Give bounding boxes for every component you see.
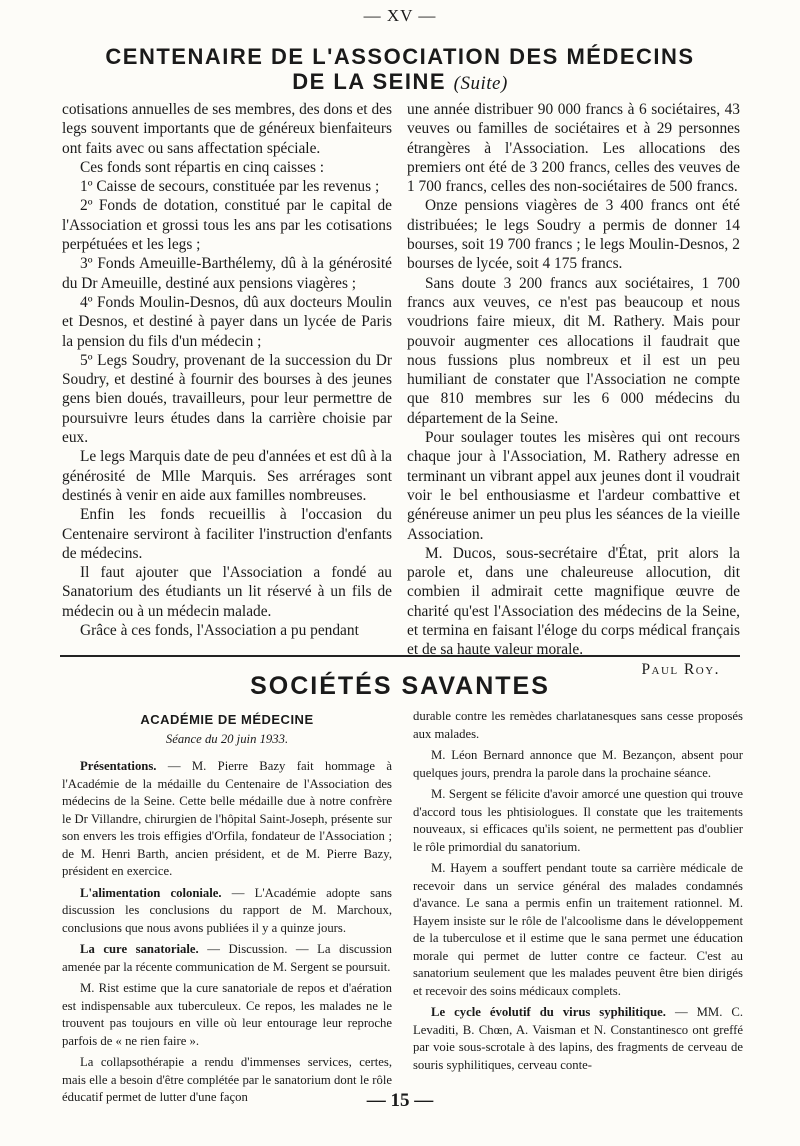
paragraph: [413, 1004, 743, 1074]
paragraph-lead: La cure sanatoriale.: [80, 942, 199, 956]
paragraph: [413, 708, 743, 743]
paragraph: Il faut ajouter que l'Association a fondé au Sanatorium des étudiants un lit réservé à un fils de médecin ou à un médecin malade.: [62, 564, 392, 620]
academy-title: ACADÉMIE DE MÉDECINE: [140, 712, 314, 727]
paragraph-text: M. Hayem a souffert pendant toute sa carrière médicale de recevoir dans un service général des malades condamnés d'avance. Le sana a permis enfin un traitement rationnel. M. Hayem insiste sur le rôle de l'alcoolisme dans le développement de la tuberculose et il estime que le sana permet une éducation morale qui permet de lutter contre ce facteur. C'est au sanatorium seulement que les malades peuvent être bien dirigés et recevoir des soins médicaux complets.: [413, 861, 743, 998]
paragraph: cotisations annuelles de ses membres, des dons et des legs souvent importants que de généreux bienfaiteurs ont faits avec ou sans affectation spéciale.: [62, 101, 392, 157]
paragraph-lead: L'alimentation coloniale.: [80, 885, 222, 900]
headline-line-2: [20, 69, 780, 96]
paragraph: 2º Fonds de dotation, constitué par le capital de l'Association et grossi tous les ans par les cotisations perpétuées et les legs ;: [62, 197, 392, 254]
section-divider: [60, 655, 740, 657]
paragraph: [413, 860, 743, 1000]
paragraph: une année distribuer 90 000 francs à 6 sociétaires, 43 veuves ou familles de sociétaires et à 29 personnes étrangères à l'Association. Les allocations des premiers ont été de 3 200 francs, celles des veuves de 1 700 francs, celles des non-sociétaires de 500 francs.: [407, 101, 740, 196]
paragraph: Pour soulager toutes les misères qui ont recours chaque jour à l'Association, M. Rathery adresse en terminant un vibrant appel aux jeunes dont il voudrait voir le bel enthousiasme et l'ardeur combattive et généreuse animer un peu plus les séances de la vieille Association.: [407, 429, 740, 543]
paragraph-text: — L'Académie adopte sans discussion les conclusions du rapport de M. Marchoux, conclusions que nous avons publiées il y a quinze jours.: [62, 885, 392, 935]
paragraph: Sans doute 3 200 francs aux sociétaires, 1 700 francs aux veuves, ce n'est pas beaucoup et nous voudrions faire mieux, dit M. Rathery. Mais pour pouvoir augmenter ces allocations il faudrait que nous fussions plus nombreux et il est un peu humiliant de constater que l'Association ne compte que 810 membres sur les 6 000 médecins du département de la Seine.: [407, 274, 740, 427]
paragraph: Enfin les fonds recueillis à l'occasion du Centenaire serviront à faciliter l'instruction d'enfants de médecins.: [62, 506, 392, 562]
headline-suite: (Suite): [453, 73, 508, 94]
seance-date: Séance du 20 juin 1933.: [165, 731, 289, 746]
paragraph: 3º Fonds Ameuille-Barthélemy, dû à la générosité du Dr Ameuille, destiné aux pensions viagères ;: [62, 255, 392, 292]
paragraph: Grâce à ces fonds, l'Association a pu pendant: [80, 622, 359, 640]
paragraph-text: M. Sergent se félicite d'avoir amorcé une question qui trouve d'accord tous les phtisiologues. Il constate que les traitements nouveaux, si efficaces qu'ils soient, ne permettent pas d'oublier le rôle primordial du sanatorium.: [413, 787, 743, 854]
academie-column-right: [413, 708, 743, 1074]
article-headline: [20, 44, 780, 96]
paragraph-text: M. Rist estime que la cure sanatoriale de repos et d'aération est indispensable aux tuberculeux. Ce repos, les malades ne le trouvent pas toujours en ville où leur entourage leur reproche parfois de « ne rien faire ».: [62, 981, 392, 1048]
paragraph: [413, 747, 743, 782]
paragraph-lead: Présentations.: [80, 759, 157, 773]
paragraph-text: La collapsothérapie a rendu d'immenses services, certes, mais elle a besoin d'être complétée par le sanatorium dont le rôle éducatif permet de lutter d'une façon: [62, 1055, 392, 1104]
paragraph: Ces fonds sont répartis en cinq caisses :: [80, 158, 325, 176]
section-title: SOCIÉTÉS SAVANTES: [250, 672, 550, 700]
paragraph-text: — MM. C. Levaditi, B. Chœn, A. Vaisman et N. Constantinesco ont greffé par voie sous-scrotale à des lapins, des fragments de cerveau de souris syphilitiques, cerveau conte-: [413, 1005, 743, 1072]
paragraph-text: — Discussion. — La discussion amenée par la récente communication de M. Sergent se poursuit.: [62, 942, 392, 974]
paragraph: [62, 885, 392, 938]
page-number: — 15 —: [366, 1090, 434, 1111]
headline-line-2-text: DE LA SEINE: [292, 69, 447, 94]
paragraph-text: durable contre les remèdes charlatanesques sans cesse proposés aux malades.: [413, 709, 743, 741]
paragraph-text: — M. Pierre Bazy fait hommage à l'Académie de la médaille du Centenaire de l'Association des médecins de la Seine. Cette belle médaille due à notre confrère le Dr Villandre, chirurgien de l'hôpital Saint-Joseph, présente sur son envers les trois effigies d'Orfila, fondateur de l'Association ; de M. Henri Barth, ancien président, et de M. Pierre Bazy, président en exercice.: [62, 759, 392, 878]
centenaire-column-left: [62, 100, 392, 640]
paragraph: [62, 758, 392, 881]
academie-column-left: [62, 708, 392, 1107]
author-signature: Paul Roy.: [641, 660, 720, 678]
paragraph: [62, 980, 392, 1050]
centenaire-column-right: [407, 100, 740, 679]
paragraph-lead: Le cycle évolutif du virus syphilitique.: [431, 1005, 666, 1019]
paragraph: Le legs Marquis date de peu d'années et est dû à la générosité de Mlle Marquis. Ses arrérages sont destinés à venir en aide aux familles nombreuses.: [62, 448, 392, 504]
paragraph: Onze pensions viagères de 3 400 francs ont été distribuées; le legs Soudry a permis de donner 14 bourses, soit 19 700 francs ; le legs Moulin-Desnos, 2 bourses de lycée, soit 4 175 francs.: [407, 197, 740, 273]
paragraph: [413, 786, 743, 856]
paragraph-text: M. Léon Bernard annonce que M. Bezançon, absent pour quelques jours, prendra la parole dans la prochaine séance.: [413, 748, 743, 780]
paragraph: [62, 941, 392, 976]
paragraph: 4º Fonds Moulin-Desnos, dû aux docteurs Moulin et Desnos, et destiné à payer dans un lycée de Paris la pension du fils d'un médecin ;: [62, 293, 392, 350]
headline-line-1: CENTENAIRE DE L'ASSOCIATION DES MÉDECINS: [105, 44, 695, 69]
paragraph: 1º Caisse de secours, constituée par les revenus ;: [80, 178, 380, 196]
roman-page-number: — XV —: [363, 6, 437, 25]
paragraph: M. Ducos, sous-secrétaire d'État, prit alors la parole et, dans une chaleureuse allocution, dit combien il admirait cette magnifique œuvre de charité qu'est l'Association des médecins de la Seine, et termina en faisant l'éloge du corps médical français et de sa haute valeur morale.: [407, 544, 740, 659]
paragraph: 5º Legs Soudry, provenant de la succession du Dr Soudry, et destiné à fournir des bourses à des jeunes gens bien doués, travailleurs, pour leur permettre de poursuivre leurs études dans la carrière choisie par eux.: [62, 351, 392, 447]
